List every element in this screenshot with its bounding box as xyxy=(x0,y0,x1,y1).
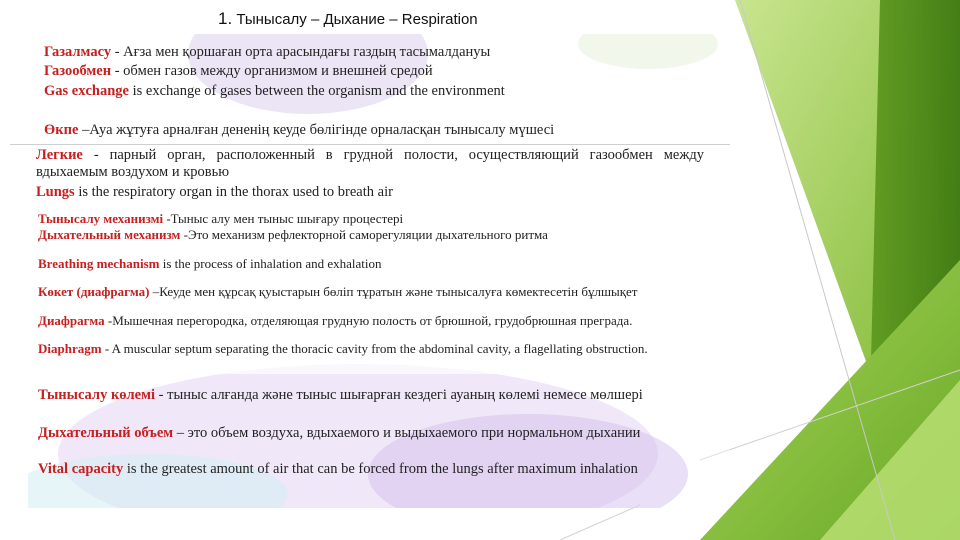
definition-text: -Мышечная перегородка, отделяющая грудную полость от брюшной, грудобрюшная преграда. xyxy=(104,313,633,328)
term-label: Дыхательный механизм xyxy=(38,227,181,242)
definition-text: - обмен газов между организмом и внешней средой xyxy=(111,63,433,79)
definition-text: is the greatest amount of air that can be forced from the lungs after maximum inhalation xyxy=(123,461,638,477)
diaphragm-ru xyxy=(38,313,694,328)
mechanism-en xyxy=(38,256,698,271)
term-label: Тынысалу көлемі xyxy=(38,387,156,403)
definition-text: - A muscular septum separating the thoracic cavity from the abdominal cavity, a flagellating obstruction. xyxy=(101,341,648,356)
term-label: Vital capacity xyxy=(38,461,124,477)
term-label: Тынысалу механизмі xyxy=(38,211,164,226)
term-label: Көкет (диафрагма) xyxy=(38,284,150,299)
capacity-en xyxy=(38,461,714,478)
term-label: Легкие xyxy=(36,147,83,163)
term-label: Lungs xyxy=(36,184,75,200)
definition-text: - тыныс алғанда және тыныс шығарған кездегі ауаның көлемі немесе мөлшері xyxy=(155,387,643,403)
gas-exchange-ru xyxy=(44,63,684,80)
lungs-kk xyxy=(44,122,704,139)
term-label: Дыхательный объем xyxy=(38,425,174,441)
definition-text: –Кеуде мен құрсақ қуыстарын бөліп тұратын және тынысалуға көмектесетін бұлшықет xyxy=(149,284,638,299)
mechanism-kk xyxy=(38,211,698,226)
term-label: Газалмасу xyxy=(44,44,112,60)
diaphragm-en xyxy=(38,341,694,356)
gas-exchange-kk xyxy=(44,44,684,61)
definition-text: –Ауа жұтуға арналған дененің кеуде бөлігінде орналасқан тынысалу мүшесі xyxy=(78,122,555,138)
slide-number: 1. xyxy=(218,9,233,28)
definition-text: is the process of inhalation and exhalation xyxy=(159,256,382,271)
slide-title-text: Тынысалу – Дыхание – Respiration xyxy=(236,11,478,28)
term-label: Диафрагма xyxy=(38,313,105,328)
definition-text: is the respiratory organ in the thorax used to breath air xyxy=(74,184,393,200)
divider xyxy=(10,144,730,145)
lungs-en xyxy=(36,184,704,201)
term-label: Breathing mechanism xyxy=(38,256,160,271)
capacity-kk xyxy=(38,387,714,404)
definition-text: - парный орган, расположенный в грудной полости, осуществляющий газообмен между вдыхаемым воздухом и кровью xyxy=(36,147,704,180)
term-label: Өкпе xyxy=(44,122,79,138)
diaphragm-kk xyxy=(38,284,694,299)
term-label: Diaphragm xyxy=(38,341,102,356)
term-label: Газообмен xyxy=(44,63,112,79)
definition-text: -Тыныс алу мен тыныс шығару процестері xyxy=(163,211,404,226)
definition-text: -Это механизм рефлекторной саморегуляции дыхательного ритма xyxy=(180,227,548,242)
lungs-ru xyxy=(36,147,704,181)
definition-text: - Ағза мен қоршаған орта арасындағы газдың тасымалдануы xyxy=(111,44,491,60)
mechanism-ru xyxy=(38,227,694,242)
term-label: Gas exchange xyxy=(44,83,129,99)
slide-title xyxy=(218,9,478,29)
definition-text: is exchange of gases between the organism and the environment xyxy=(128,83,505,99)
capacity-ru xyxy=(38,425,714,442)
gas-exchange-en xyxy=(44,83,684,100)
definition-text: – это объем воздуха, вдыхаемого и выдыхаемого при нормальном дыхании xyxy=(173,425,641,441)
